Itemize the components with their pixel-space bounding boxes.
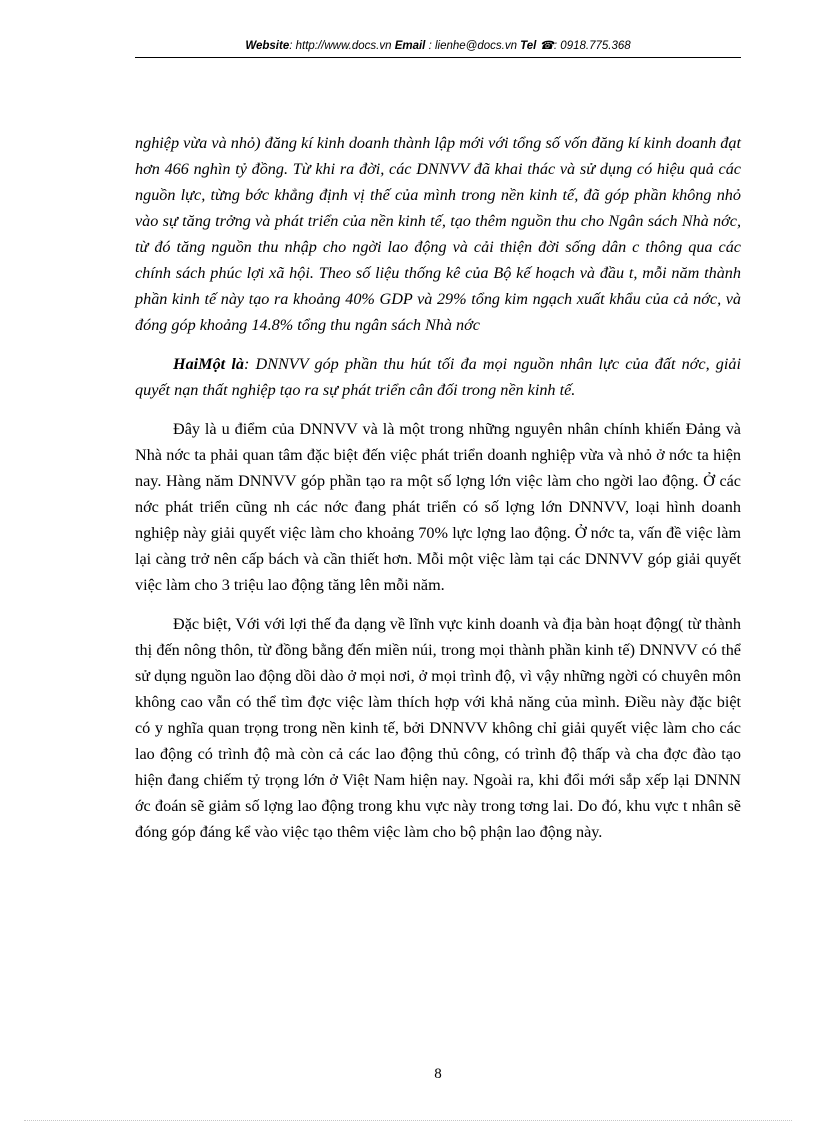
paragraph-statistics: nghiệp vừa và nhỏ) đăng kí kinh doanh thành lập mới với tổng số vốn đăng kí kinh doanh đạt hơn 466 nghìn tỷ đồng. Từ khi ra đời, các DNNVV đã khai thác và sử dụng có hiệu quả các nguồn lực, từng bớc khẳng định vị thế của mình trong nền kinh tế, đã góp phần không nhỏ vào sự tăng trởng và phát triển của nền kinh tế, tạo thêm nguồn thu cho Ngân sách Nhà nớc, từ đó tăng nguồn thu nhập cho ngời lao động và cải thiện đời sống dân c thông qua các chính sách phúc lợi xã hội. Theo số liệu thống kê của Bộ kế hoạch và đầu t, mỗi năm thành phần kinh tế này tạo ra khoảng 40% GDP và 29% tổng kim ngạch xuất khẩu của cả nớc, và đóng góp khoảng 14.8% tổng thu ngân sách Nhà nớc xyxy=(135,134,741,334)
website-label: Website xyxy=(245,40,290,52)
tel-separator: : xyxy=(553,40,561,52)
page-bottom-divider xyxy=(24,1120,792,1121)
tel-label: Tel xyxy=(520,40,537,52)
email-value: lienhe@docs.vn xyxy=(434,40,517,52)
paragraph-point-two-text: : DNNVV góp phần thu hút tối đa mọi nguồn nhân lực của đất nớc, giải quyết nạn thất nghiệp tạo ra sự phát triển cân đối trong nền kinh tế. xyxy=(135,355,741,399)
document-body xyxy=(135,130,741,845)
paragraph-point-two-lead: HaiMột là xyxy=(173,355,244,373)
telephone-icon: ☎ xyxy=(539,40,554,52)
paragraph-employment: Đặc biệt, Với với lợi thế đa dạng về lĩnh vực kinh doanh và địa bàn hoạt động( từ thành thị đến nông thôn, từ đồng bằng đến miền núi, trong mọi thành phần kinh tế) DNNVV có thể sử dụng nguồn lao động dồi dào ở mọi nơi, ở mọi trình độ, vì vậy những ngời có chuyên môn không cao vẫn có thể tìm đợc việc làm thích hợp với khả năng của mình. Điều này đặc biệt có y nghĩa quan trọng trong nền kinh tế, bởi DNNVV không chỉ giải quyết việc làm cho các lao động có trình độ mà còn cả các lao động thủ công, có trình độ thấp và cha đợc đào tạo hiện đang chiếm tỷ trọng lớn ở Việt Nam hiện nay. Ngoài ra, khi đổi mới sắp xếp lại DNNN ớc đoán sẽ giảm số lợng lao động trong khu vực này trong tơng lai. Do đó, khu vực t nhân sẽ đóng góp đáng kể vào việc tạo thêm việc làm cho bộ phận lao động này. xyxy=(135,615,741,841)
email-separator: : xyxy=(425,40,435,52)
email-label: Email xyxy=(394,40,426,52)
paragraph-advantages: Đây là u điểm của DNNVV và là một trong những nguyên nhân chính khiến Đảng và Nhà nớc ta phải quan tâm đặc biệt đến việc phát triển doanh nghiệp vừa và nhỏ ở nớc ta hiện nay. Hàng năm DNNVV góp phần tạo ra một số lợng lớn việc làm cho ngời lao động. Ở các nớc phát triển cũng nh các nớc đang phát triển có số lợng lớn DNNVV, loại hình doanh nghiệp này giải quyết việc làm cho khoảng 70% lực lợng lao động. Ở nớc ta, vấn đề việc làm lại càng trở nên cấp bách và cần thiết hơn. Mỗi một việc làm tại các DNNVV góp giải quyết việc làm cho 3 triệu lao động tăng lên mỗi năm. xyxy=(135,420,741,594)
website-separator: : xyxy=(289,40,296,52)
tel-value: 0918.775.368 xyxy=(560,40,631,52)
paragraph-point-two xyxy=(135,351,741,403)
website-url: http://www.docs.vn xyxy=(295,40,392,52)
header-divider xyxy=(135,57,741,58)
page-number: 8 xyxy=(434,1066,442,1082)
page-header xyxy=(135,38,741,56)
